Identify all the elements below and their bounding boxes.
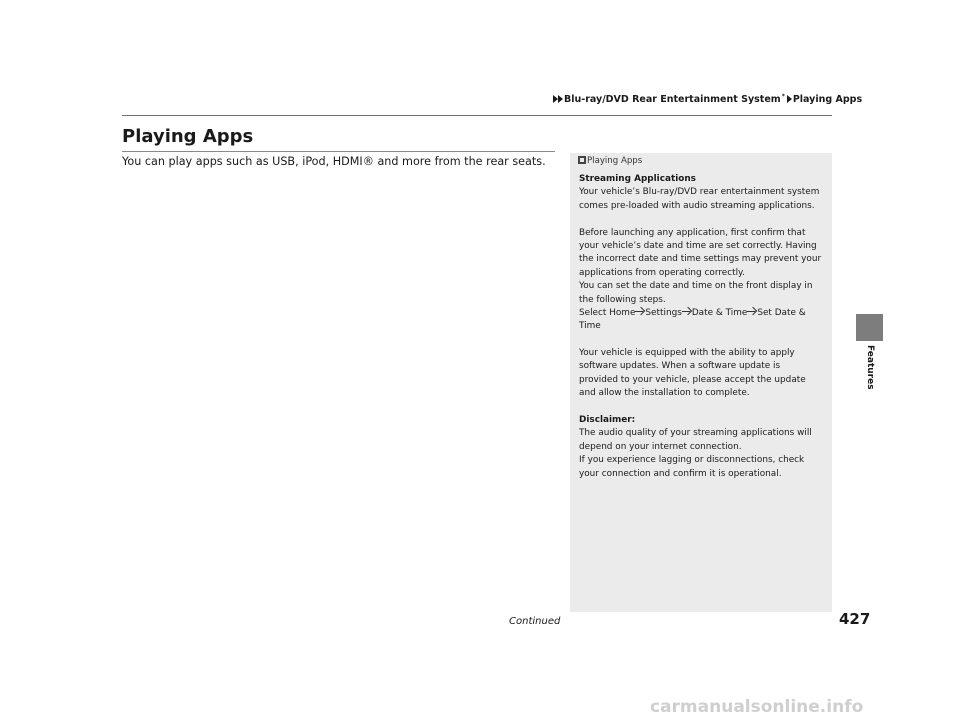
streaming-title: Streaming Applications xyxy=(579,174,696,184)
header-divider xyxy=(122,115,832,116)
path-arrow-icon xyxy=(635,308,645,316)
disclaimer-title: Disclaimer: xyxy=(579,415,636,426)
disclaimer-line: depend on your internet connection. xyxy=(579,441,742,452)
disclaimer-line: If you experience lagging or disconnections, check xyxy=(579,455,805,466)
streaming-line: comes pre-loaded with audio streaming applications. xyxy=(579,200,815,211)
page-title: Playing Apps xyxy=(122,126,254,147)
update-line: provided to your vehicle, please accept the update xyxy=(579,374,806,385)
path-step-set-date-cont: Time xyxy=(579,321,601,332)
before-line: your vehicle’s date and time are set correctly. Having xyxy=(579,240,817,251)
breadcrumb-item-playing-apps[interactable]: Playing Apps xyxy=(792,94,863,105)
watermark: carmanualsonline.info xyxy=(650,697,864,717)
section-tab-marker xyxy=(856,314,883,341)
before-line: applications from operating correctly. xyxy=(579,267,745,278)
streaming-line: Your vehicle’s Blu-ray/DVD rear entertainment system xyxy=(579,187,820,198)
disclaimer-line: The audio quality of your streaming applications will xyxy=(579,428,812,439)
path-arrow-icon xyxy=(747,308,757,316)
reference-icon xyxy=(578,156,586,164)
breadcrumb xyxy=(553,93,862,105)
side-note-heading-label: Playing Apps xyxy=(587,156,643,166)
breadcrumb-item-system[interactable]: Blu-ray/DVD Rear Entertainment System xyxy=(564,94,781,105)
page-number: 427 xyxy=(839,610,871,628)
update-line: and allow the installation to complete. xyxy=(579,388,750,399)
path-arrow-icon xyxy=(682,308,692,316)
intro-text: You can play apps such as USB, iPod, HDMI® and more from the rear seats. xyxy=(122,155,546,168)
continued-note: Continued xyxy=(509,616,561,627)
path-step-settings: Settings xyxy=(645,307,682,318)
path-step-set-date: Set Date & xyxy=(757,307,806,318)
update-line: Your vehicle is equipped with the ability to apply xyxy=(579,348,795,359)
optional-feature-mark: * xyxy=(781,93,785,100)
side-note-heading xyxy=(578,156,642,166)
before-line: You can set the date and time on the front display in xyxy=(579,281,813,292)
section-tab-text: Features xyxy=(864,345,875,390)
path-prefix: Select Home xyxy=(579,307,636,318)
title-underline xyxy=(122,151,555,152)
side-note-body xyxy=(579,173,829,481)
settings-path xyxy=(579,307,829,320)
section-tab-label xyxy=(856,345,883,415)
path-step-date-time: Date & Time xyxy=(691,307,748,318)
disclaimer-line: your connection and confirm it is operational. xyxy=(579,468,782,479)
breadcrumb-arrow-icon xyxy=(558,95,563,103)
update-line: software updates. When a software update is xyxy=(579,361,781,372)
before-line: Before launching any application, first confirm that xyxy=(579,227,806,238)
breadcrumb-arrow-icon xyxy=(787,95,792,103)
before-line: the incorrect date and time settings may prevent your xyxy=(579,254,822,265)
before-line: the following steps. xyxy=(579,294,666,305)
